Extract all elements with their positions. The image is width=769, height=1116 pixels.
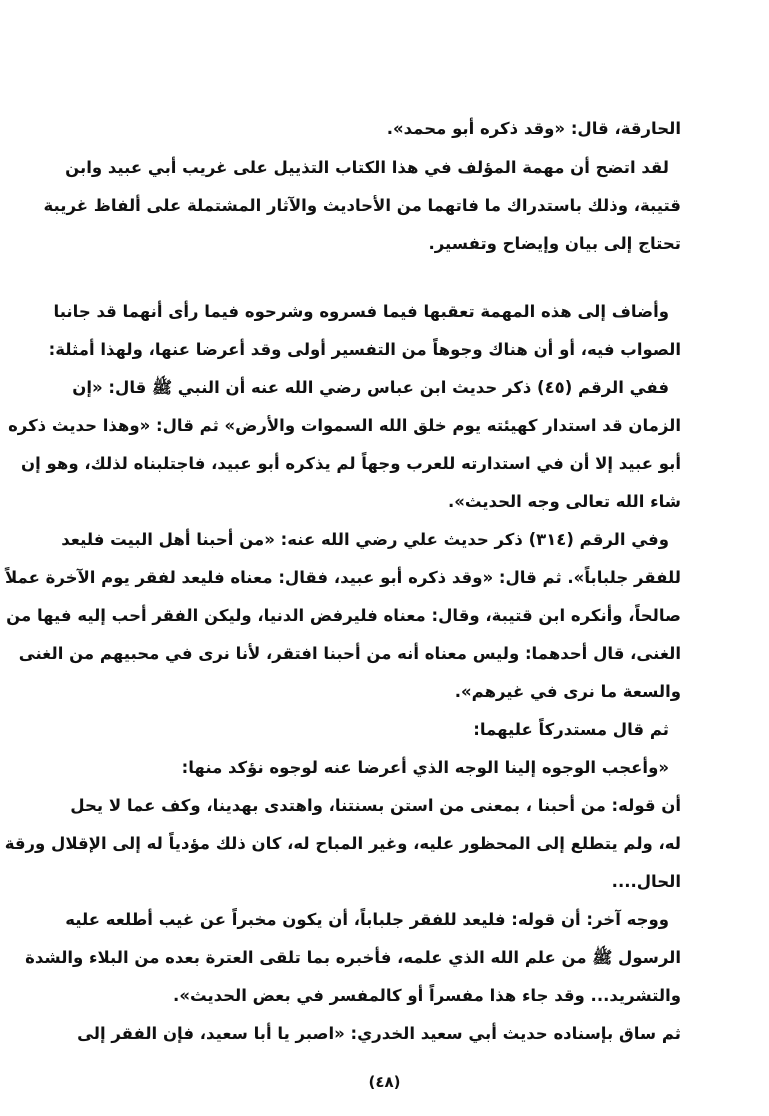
text-line: ففي الرقم (٤٥) ذكر حديث ابن عباس رضي الله عنه أن النبي ﷺ قال: «إن: [72, 378, 669, 397]
text-line: ثم ساق بإسناده حديث أبي سعيد الخدري: «اصبر يا أبا سعيد، فإن الفقر إلى: [77, 1024, 681, 1043]
text-line: أبو عبيد إلا أن في استدارته للعرب وجهاً لم يذكره أبو عبيد، فاجتلبناه لذلك، وهو إن: [21, 454, 681, 473]
text-line: وأضاف إلى هذه المهمة تعقبها فيما فسروه وشرحوه فيما رأى أنهما قد جانبا: [53, 302, 669, 321]
text-line: تحتاج إلى بيان وإيضاح وتفسير.: [428, 234, 681, 253]
text-line: ووجه آخر: أن قوله: فليعد للفقر جلباباً، أن يكون مخبراً عن غيب أطلعه عليه: [65, 910, 669, 929]
text-line: قتيبة، وذلك باستدراك ما فاتهما من الأحاديث والآثار المشتملة على ألفاظ غريبة: [43, 196, 681, 215]
text-line: الصواب فيه، أو أن هناك وجوهاً من التفسير أولى وقد أعرضا عنها، ولهذا أمثلة:: [48, 340, 681, 359]
text-line: الحال....: [611, 872, 681, 891]
text-line: «وأعجب الوجوه إلينا الوجه الذي أعرضا عنه لوجوه نؤكد منها:: [181, 758, 669, 777]
text-line: والتشريد... وقد جاء هذا مفسراً أو كالمفسر في بعض الحديث».: [173, 986, 681, 1005]
text-line: وفي الرقم (٣١٤) ذكر حديث علي رضي الله عنه: «من أحبنا أهل البيت فليعد: [61, 530, 669, 549]
text-line: الحارقة، قال: «وقد ذكره أبو محمد».: [386, 119, 681, 138]
text-line: الغنى، قال أحدهما: وليس معناه أنه من أحبنا افتقر، لأنا نرى في محبيهم من الغنى: [18, 644, 681, 663]
text-line: الزمان قد استدار كهيئته يوم خلق الله السموات والأرض» ثم قال: «وهذا حديث ذكره: [8, 416, 681, 435]
text-line: الرسول ﷺ من علم الله الذي علمه، فأخبره بما تلقى العترة بعده من البلاء والشدة: [25, 948, 681, 967]
text-line: والسعة ما نرى في غيرهم».: [454, 682, 681, 701]
page-number: (٤٨): [368, 1073, 401, 1091]
text-line: صالحاً، وأنكره ابن قتيبة، وقال: معناه فليرفض الدنيا، وليكن الفقر أحب إليه فيها من: [6, 606, 681, 625]
text-line: لقد اتضح أن مهمة المؤلف في هذا الكتاب التذييل على غريب أبي عبيد وابن: [65, 158, 669, 177]
text-line: شاء الله تعالى وجه الحديث».: [447, 492, 681, 511]
text-line: أن قوله: من أحبنا ، بمعنى من استن بسنتنا، واهتدى بهدينا، وكف عما لا يحل: [70, 796, 681, 815]
body-text: [4, 0, 681, 1116]
text-line: ثم قال مستدركاً عليهما:: [473, 720, 669, 739]
text-line: للفقر جلباباً». ثم قال: «وقد ذكره أبو عبيد، فقال: معناه فليعد لفقر يوم الآخرة عملاً: [4, 568, 681, 587]
text-line: له، ولم يتطلع إلى المحظور عليه، وغير المباح له، كان ذلك مؤدياً له إلى الإقلال ورقة: [4, 834, 681, 853]
